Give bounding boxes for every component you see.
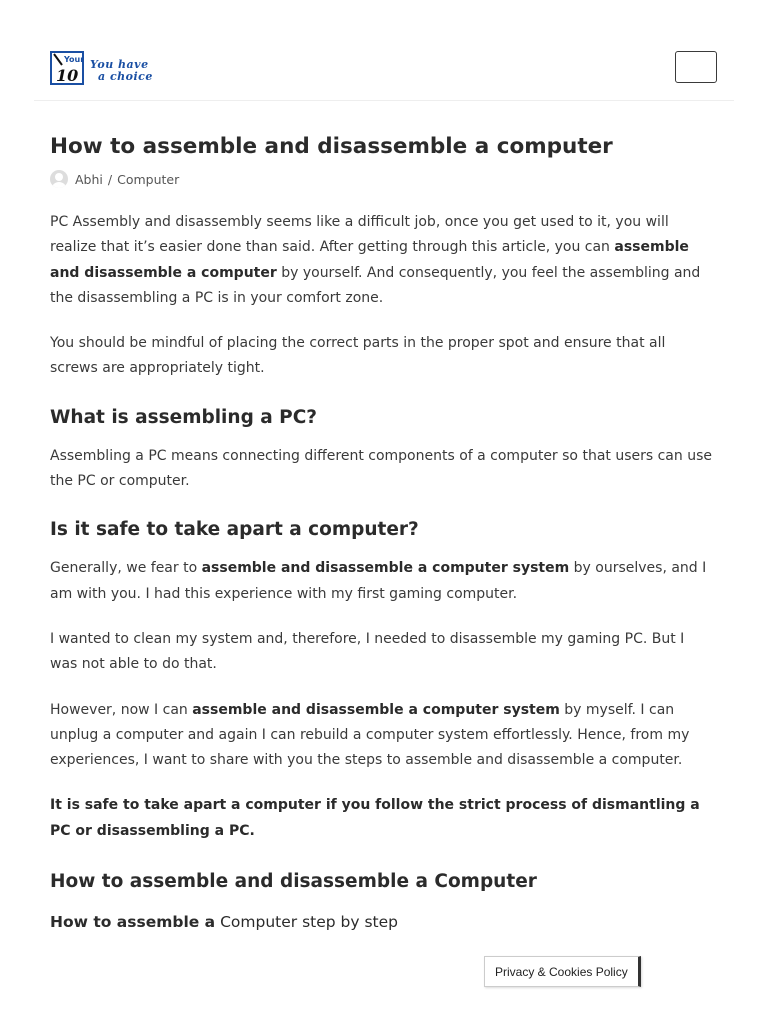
logo-tagline-line1: You have	[90, 58, 149, 71]
intro-paragraph	[50, 210, 715, 311]
post-meta	[50, 168, 715, 190]
svg-text:10: 10	[56, 66, 79, 85]
bold-text-run: assemble and disassemble a computer system	[192, 701, 560, 718]
bold-paragraph: It is safe to take apart a computer if you follow the strict process of dismantling a PC or disassembling a PC.	[50, 797, 700, 839]
bold-text-run: assemble and disassemble a computer system	[201, 560, 570, 577]
text-run: PC Assembly and disassembly seems like a difficult job, once you get used to it, you will realize that it’s easier done than said. After getting through this article, you can	[50, 214, 669, 256]
subheading-assemble-step-by-step	[50, 910, 715, 934]
logo-mark-icon	[50, 51, 84, 85]
bold-text-run: assemble and disassemble a computer	[50, 239, 689, 281]
paragraph: You should be mindful of placing the correct parts in the proper spot and ensure that all screws are appropriately tight.	[50, 335, 666, 377]
privacy-cookies-policy-button[interactable]: Privacy & Cookies Policy	[484, 956, 641, 987]
heading-is-it-safe: Is it safe to take apart a computer?	[50, 519, 419, 541]
text-run: by myself. I can unplug a computer and again I can rebuild a computer system effortlessly. Hence, from my experiences, I want to share with you the steps to assemble and disassemble a computer.	[50, 701, 690, 769]
paragraph: I wanted to clean my system and, therefore, I needed to disassemble my gaming PC. But I was not able to do that.	[50, 630, 685, 673]
paragraph	[50, 556, 715, 607]
author-avatar-icon	[50, 170, 68, 188]
site-header	[34, 0, 734, 101]
paragraph: Assembling a PC means connecting different components of a computer so that users can use the PC or computer.	[50, 447, 712, 490]
heading-what-is-assembling: What is assembling a PC?	[50, 406, 318, 428]
meta-separator: /	[107, 171, 113, 187]
bold-text-run: How to assemble a	[50, 913, 216, 932]
text-run: by ourselves, and I am with you. I had this experience with my first gaming computer.	[50, 560, 707, 602]
text-run: Generally, we fear to	[50, 560, 202, 577]
menu-toggle-button[interactable]	[675, 51, 717, 83]
article	[50, 130, 715, 934]
text-run: by yourself. And consequently, you feel the assembling and the disassembling a PC is in your comfort zone.	[50, 264, 701, 306]
heading-how-to-assemble-disassemble: How to assemble and disassemble a Computer	[50, 871, 537, 893]
category-link[interactable]: Computer	[117, 171, 180, 187]
site-logo[interactable]	[50, 51, 160, 87]
article-title: How to assemble and disassemble a computer	[50, 134, 613, 159]
paragraph	[50, 698, 715, 774]
author-link[interactable]: Abhi	[75, 171, 103, 187]
text-run: Computer step by step	[215, 913, 398, 932]
svg-text:Your: Your	[64, 55, 84, 64]
logo-tagline-line2: a choice	[98, 70, 153, 83]
text-run: However, now I can	[50, 701, 193, 718]
logo-tagline	[90, 59, 153, 83]
